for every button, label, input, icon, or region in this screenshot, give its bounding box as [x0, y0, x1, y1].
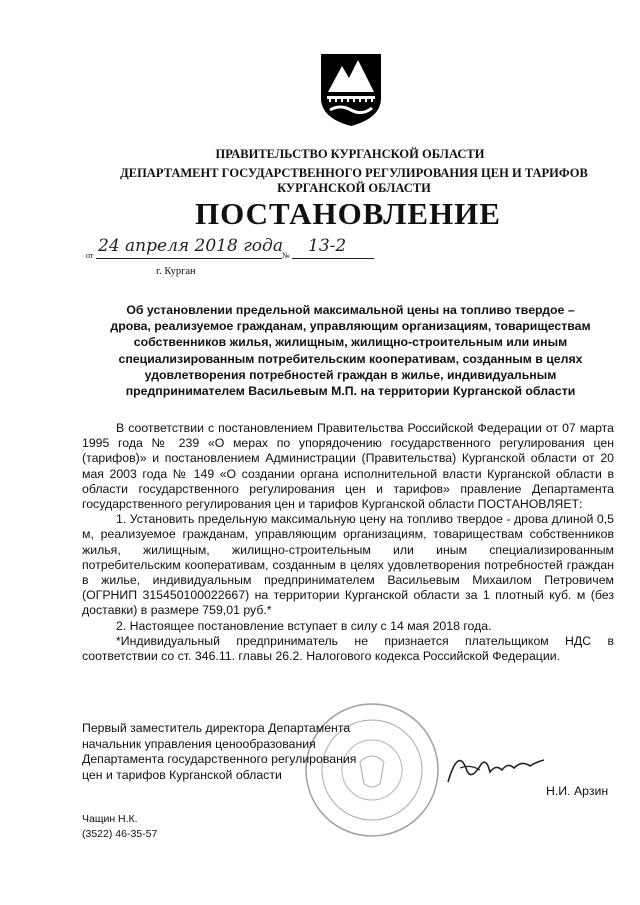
city: г. Курган: [156, 266, 196, 277]
contact-info: [82, 812, 157, 843]
item-2-paragraph: 2. Настоящее постановление вступает в силу с 14 мая 2018 года.: [116, 618, 492, 633]
intro-paragraph: В соответствии с постановлением Правительства Российской Федерации от 07 марта 1995 года № 239 «О мерах по упорядочению государственного регулирования цен (тарифов)» и постановлением Администрации (Правительства) Курганской области от 20 мая 2003 года № 149 «О создании органа исполнительной власти Курганской области в области государственного регулирования цен и тарифов» правление Департамента государственного регулирования цен и тарифов Курганской области ПОСТАНОВЛЯЕТ:: [82, 421, 614, 512]
footnote-paragraph: *Индивидуальный предприниматель не признается плательщиком НДС в соответствии со ст. 346.11. главы 26.2. Налогового кодекса Российской Федерации.: [82, 633, 614, 664]
department-line-2: КУРГАНСКОЙ ОБЛАСТИ: [277, 181, 431, 195]
document-type: ПОСТАНОВЛЕНИЕ: [195, 196, 501, 231]
department-title: [34, 166, 640, 196]
signatory-name: Н.И. Арзин: [546, 784, 609, 798]
signatory-position: [82, 721, 382, 783]
signatory-line: Департамента государственного регулирования: [82, 752, 357, 767]
signatory-line: цен и тарифов Курганской области: [82, 767, 282, 782]
signatory-line: Первый заместитель директора Департамента: [82, 721, 351, 735]
handwritten-date: 24 апреля 2018 года: [98, 236, 283, 256]
title-line: удовлетворения потребностей граждан в жилье, индивидуальным: [144, 367, 557, 382]
title-line: специализированным потребительским кооперативам, созданным в целях: [118, 351, 583, 366]
title-line: собственников жилья, жилищным, жилищно-строительным или иным: [133, 335, 568, 350]
handwritten-signature-icon: [440, 738, 550, 798]
title-line: Об установлении предельной максимальной цены на топливо твердое –: [126, 303, 575, 317]
date-number-row: [86, 236, 386, 262]
coat-of-arms-icon: [318, 52, 384, 128]
signatory-line: начальник управления ценообразования: [82, 736, 316, 751]
contact-person: Чащин Н.К.: [82, 813, 138, 825]
title-line: дрова, реализуемое гражданам, управляющим организациям, товариществам: [110, 319, 591, 334]
number-sign: №: [282, 251, 290, 260]
contact-phone: (3522) 46-35-57: [82, 828, 158, 841]
title-line: предпринимателем Васильевым М.П. на территории Курганской области: [125, 384, 576, 399]
resolution-body: [82, 421, 614, 664]
department-line-1: ДЕПАРТАМЕНТ ГОСУДАРСТВЕННОГО РЕГУЛИРОВАНИЯ ЦЕН И ТАРИФОВ: [120, 166, 588, 180]
resolution-title: [88, 302, 613, 399]
item-1-paragraph: 1. Установить предельную максимальную цену на топливо твердое - дрова длиной 0,5 м, реализуемое гражданам, управляющим организациям, товариществам собственников жилья, жилищным, жилищно-строительным или иным специализированным потребительским кооперативам, созданным в целях удовлетворения потребностей граждан в жилье, индивидуальным предпринимателем Васильевым Михаилом Петровичем (ОГРНИП 315450100022667) на территории Курганской области за 1 плотный куб. м (без доставки) в размере 759,01 руб.*: [82, 512, 614, 618]
date-prefix: от: [86, 251, 94, 260]
government-title: ПРАВИТЕЛЬСТВО КУРГАНСКОЙ ОБЛАСТИ: [215, 147, 485, 161]
handwritten-number: 13-2: [308, 236, 347, 256]
date-underline: [96, 258, 282, 259]
number-underline: [292, 258, 374, 259]
